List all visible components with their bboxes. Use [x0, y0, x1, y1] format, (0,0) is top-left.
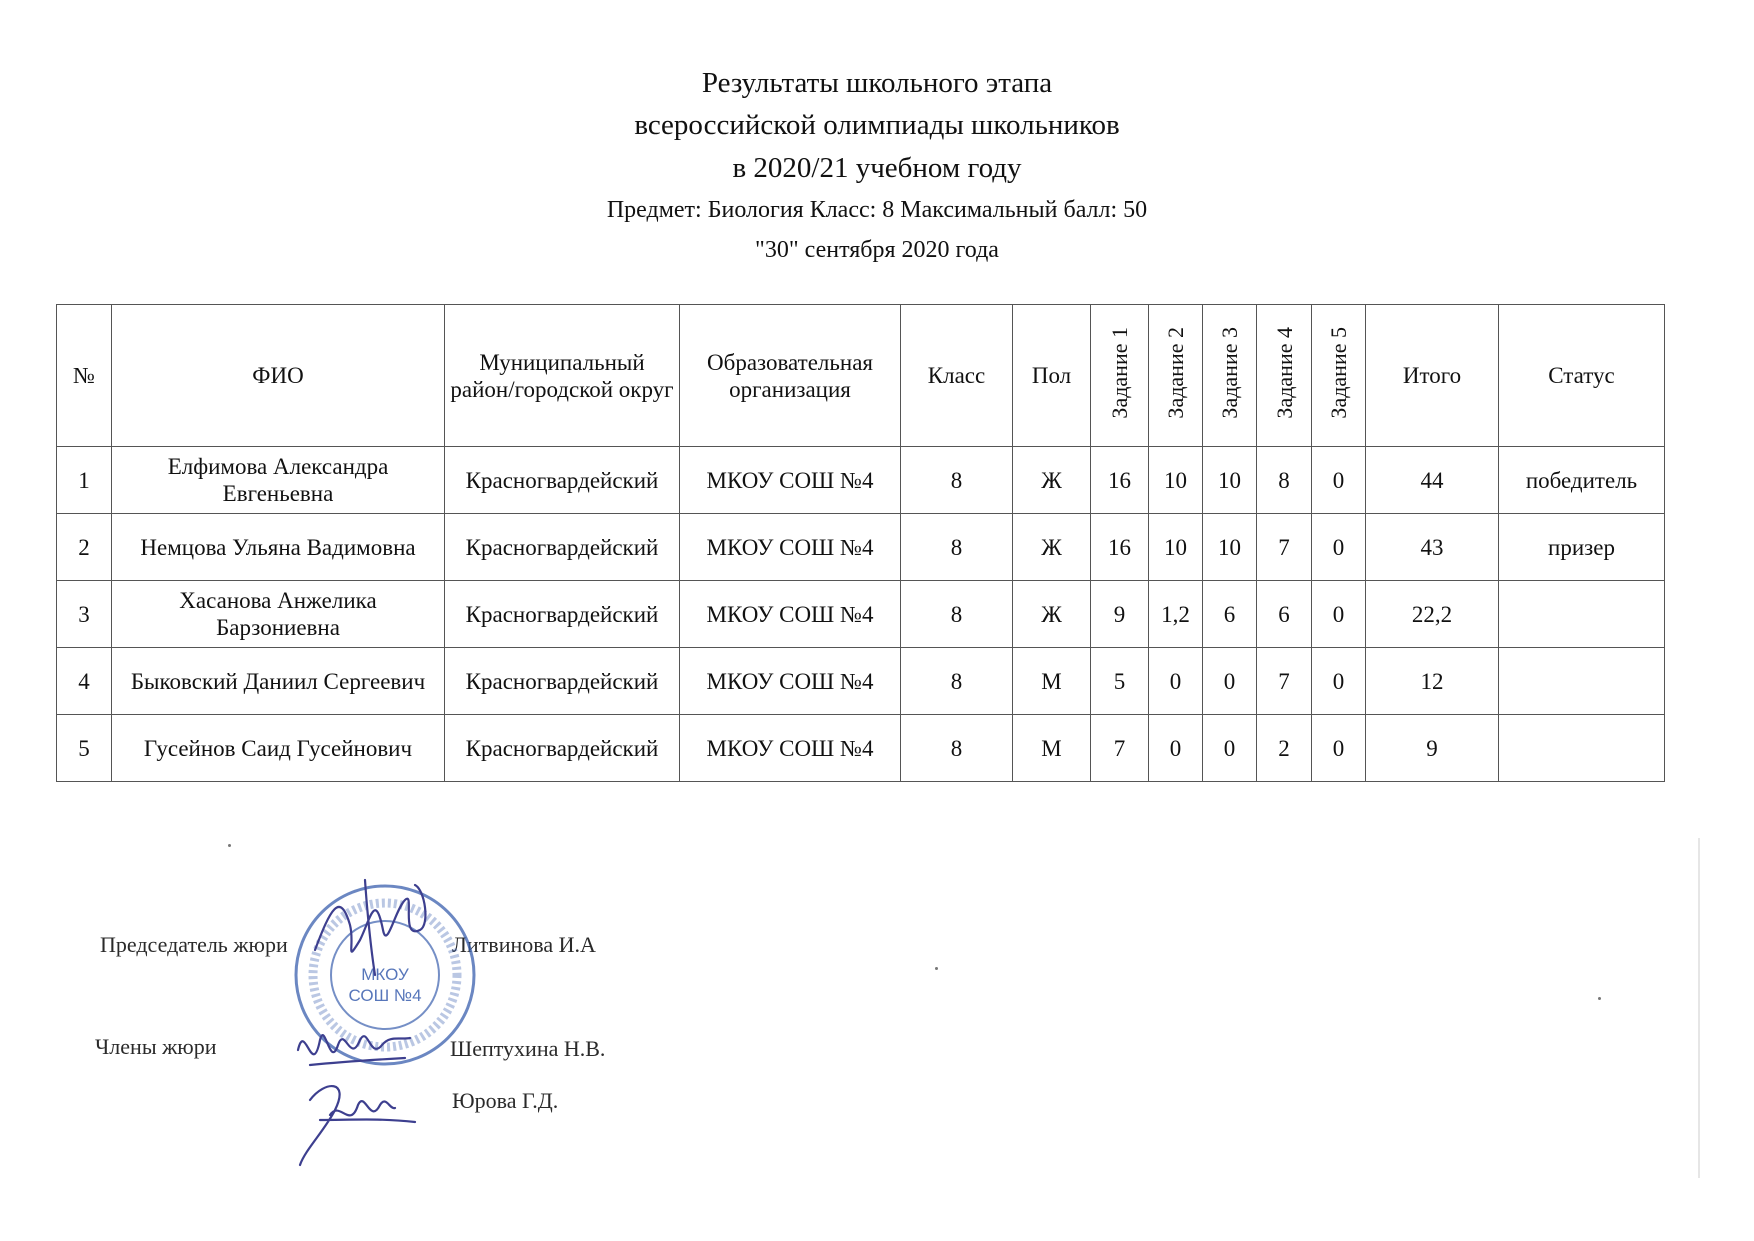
table-cell: 6 — [1257, 581, 1312, 648]
scan-speck — [935, 967, 938, 970]
table-body — [57, 447, 1665, 782]
table-cell: МКОУ СОШ №4 — [680, 514, 901, 581]
table-cell — [1499, 581, 1665, 648]
column-header-label: Задание 1 — [1107, 326, 1132, 419]
stamp-center-line2: СОШ №4 — [348, 986, 422, 1005]
table-cell: 0 — [1312, 715, 1366, 782]
table-row — [57, 648, 1665, 715]
table-cell: 2 — [1257, 715, 1312, 782]
table-cell: 0 — [1203, 648, 1257, 715]
table-cell: 8 — [1257, 447, 1312, 514]
column-header-label: Задание 3 — [1217, 326, 1242, 419]
table-cell: победитель — [1499, 447, 1665, 514]
table-cell: 9 — [1091, 581, 1149, 648]
table-cell: 43 — [1366, 514, 1499, 581]
date-line: "30" сентября 2020 года — [755, 237, 999, 263]
table-cell: Немцова Ульяна Вадимовна — [112, 514, 445, 581]
table-cell: 7 — [1257, 514, 1312, 581]
column-header-label: Задание 4 — [1271, 326, 1297, 419]
column-header: ФИО — [112, 305, 445, 447]
signature-stroke — [300, 1086, 415, 1165]
table-row — [57, 447, 1665, 514]
member2-signature — [290, 1070, 420, 1170]
table-row — [57, 581, 1665, 648]
table-cell: МКОУ СОШ №4 — [680, 581, 901, 648]
column-header: Итого — [1366, 305, 1499, 447]
table-cell: 0 — [1312, 581, 1366, 648]
signature-stroke — [298, 1035, 410, 1065]
table-cell: Ж — [1013, 447, 1091, 514]
table-cell: Красногвардейский — [445, 715, 680, 782]
table-cell: Хасанова Анжелика Барзониевна — [112, 581, 445, 648]
table-cell: 8 — [901, 447, 1013, 514]
table-cell: Ж — [1013, 581, 1091, 648]
table-cell: Красногвардейский — [445, 447, 680, 514]
table-cell: 10 — [1149, 514, 1203, 581]
column-header: Образовательная организация — [680, 305, 901, 447]
member2-name: Юрова Г.Д. — [452, 1088, 559, 1113]
scan-edge-line — [1698, 838, 1700, 1178]
table-cell: 12 — [1366, 648, 1499, 715]
scan-speck — [228, 844, 231, 847]
table-row — [57, 514, 1665, 581]
table-cell: 8 — [901, 715, 1013, 782]
table-cell: 0 — [1312, 648, 1366, 715]
table-header-row — [57, 305, 1665, 447]
subject-line: Предмет: Биология Класс: 8 Максимальный балл: 50 — [606, 197, 1148, 223]
table-cell: 5 — [57, 715, 112, 782]
title-line-3: в 2020/21 учебном году — [732, 152, 1022, 184]
table-cell: Красногвардейский — [445, 648, 680, 715]
table-cell: 0 — [1149, 715, 1203, 782]
table-cell: Быковский Даниил Сергеевич — [112, 648, 445, 715]
table-cell: 0 — [1203, 715, 1257, 782]
table-cell: 3 — [57, 581, 112, 648]
column-header: Муниципальный район/городской округ — [445, 305, 680, 447]
chairman-label: Председатель жюри — [100, 932, 288, 957]
column-header: Пол — [1013, 305, 1091, 447]
table-cell: 10 — [1203, 447, 1257, 514]
table-cell: 16 — [1091, 447, 1149, 514]
column-header-task — [1312, 305, 1366, 447]
table-cell — [1499, 715, 1665, 782]
table-cell: 7 — [1257, 648, 1312, 715]
table-cell: 4 — [57, 648, 112, 715]
member1-name: Шептухина Н.В. — [450, 1036, 606, 1061]
table-cell: 8 — [901, 581, 1013, 648]
members-label: Члены жюри — [95, 1034, 217, 1059]
title-line-2: всероссийской олимпиады школьников — [634, 109, 1120, 141]
table-cell: М — [1013, 648, 1091, 715]
signature-stroke — [315, 880, 425, 975]
table-cell: 5 — [1091, 648, 1149, 715]
table-cell: Ж — [1013, 514, 1091, 581]
column-header: № — [57, 305, 112, 447]
column-header: Класс — [901, 305, 1013, 447]
table-cell: 0 — [1312, 514, 1366, 581]
chairman-name: Литвинова И.А — [452, 932, 596, 957]
column-header-task — [1203, 305, 1257, 447]
table-cell: Елфимова Александра Евгеньевна — [112, 447, 445, 514]
table-cell: 6 — [1203, 581, 1257, 648]
table-cell: 1,2 — [1149, 581, 1203, 648]
column-header-task — [1257, 305, 1312, 447]
table-cell: призер — [1499, 514, 1665, 581]
column-header-label: Задание 2 — [1163, 326, 1188, 419]
table-cell: 8 — [901, 648, 1013, 715]
column-header-task — [1091, 305, 1149, 447]
table-cell: 7 — [1091, 715, 1149, 782]
table-cell: МКОУ СОШ №4 — [680, 715, 901, 782]
scan-speck — [1598, 997, 1601, 1000]
column-header-label: Задание 5 — [1326, 326, 1351, 419]
table-cell: Красногвардейский — [445, 581, 680, 648]
table-cell: 9 — [1366, 715, 1499, 782]
title-line-1: Результаты школьного этапа — [701, 67, 1053, 99]
table-cell: 10 — [1203, 514, 1257, 581]
table-cell: 1 — [57, 447, 112, 514]
table-cell: М — [1013, 715, 1091, 782]
table-row — [57, 715, 1665, 782]
table-cell: 2 — [57, 514, 112, 581]
results-table — [56, 304, 1665, 782]
table-cell: Красногвардейский — [445, 514, 680, 581]
table-cell: МКОУ СОШ №4 — [680, 447, 901, 514]
stamp-center-line1: МКОУ — [361, 965, 409, 984]
table-cell — [1499, 648, 1665, 715]
table-cell: 10 — [1149, 447, 1203, 514]
chairman-signature — [305, 870, 445, 990]
table-cell: 8 — [901, 514, 1013, 581]
column-header-task — [1149, 305, 1203, 447]
table-cell: Гусейнов Саид Гусейнович — [112, 715, 445, 782]
table-cell: 0 — [1149, 648, 1203, 715]
table-cell: 16 — [1091, 514, 1149, 581]
column-header: Статус — [1499, 305, 1665, 447]
table-cell: 0 — [1312, 447, 1366, 514]
table-cell: 22,2 — [1366, 581, 1499, 648]
table-cell: МКОУ СОШ №4 — [680, 648, 901, 715]
table-cell: 44 — [1366, 447, 1499, 514]
